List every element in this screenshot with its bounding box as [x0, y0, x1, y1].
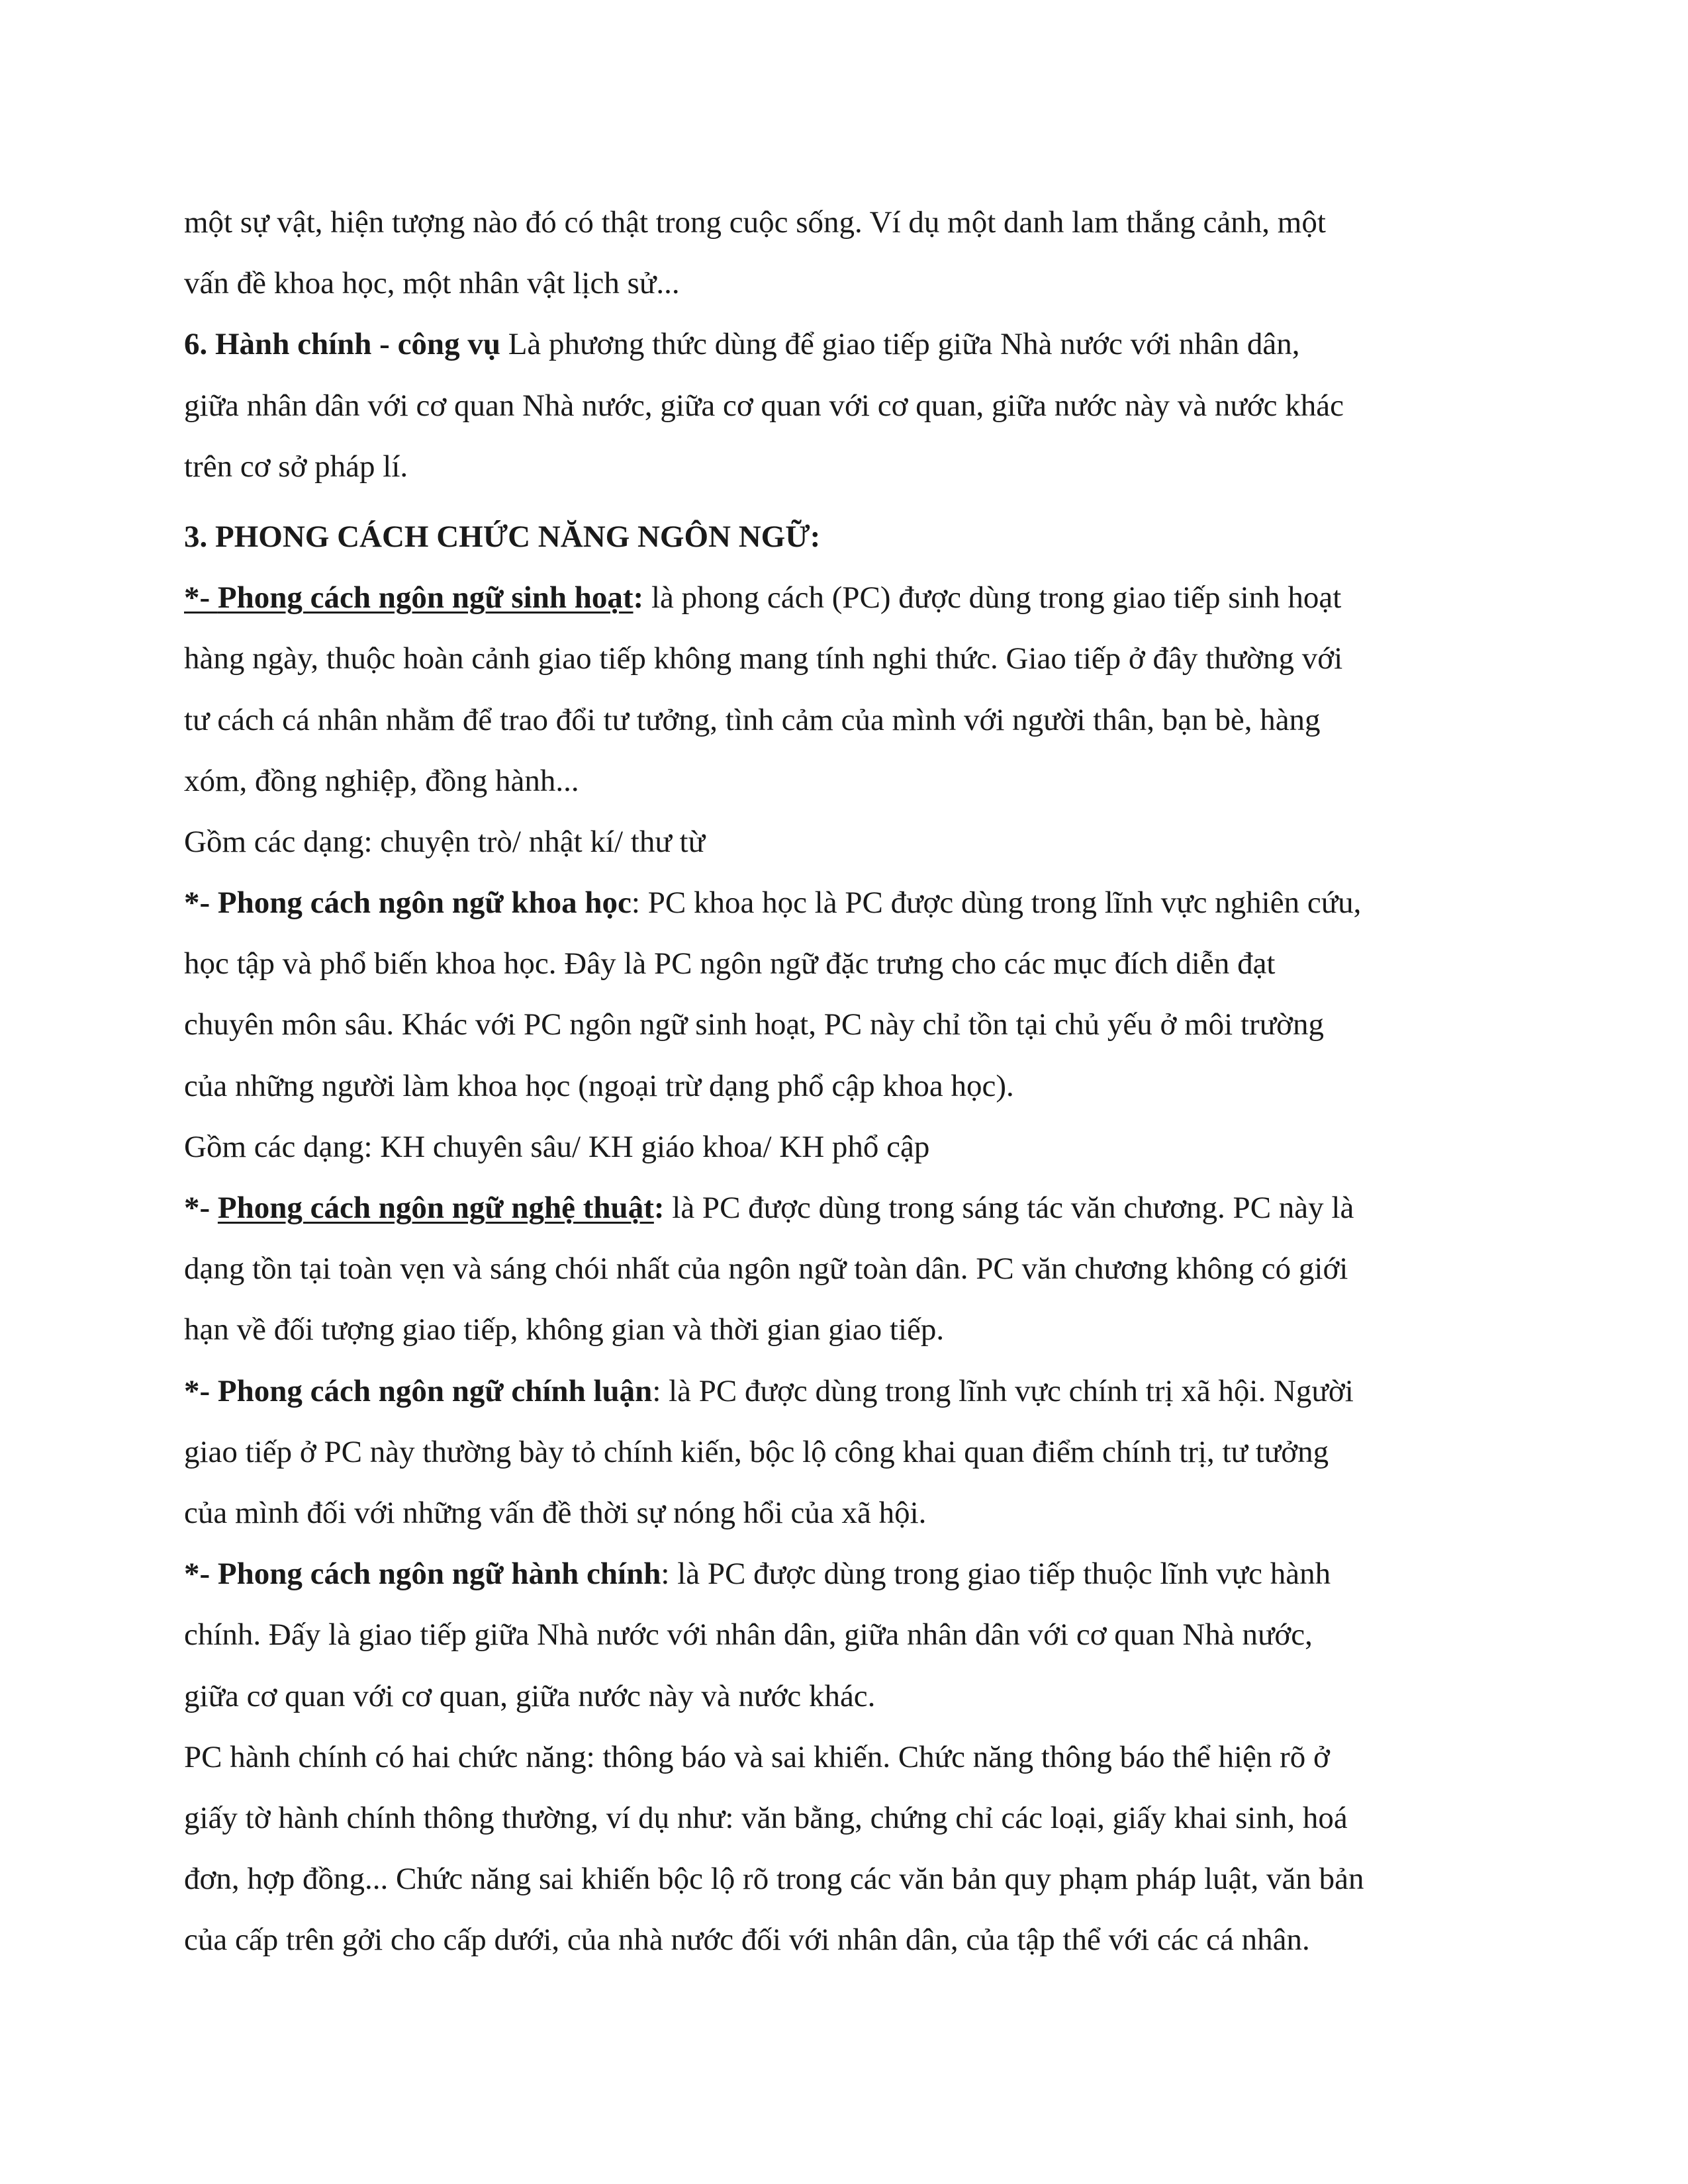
text-line: hạn về đối tượng giao tiếp, không gian và thời gian giao tiếp.: [184, 1312, 945, 1347]
text-line: vấn đề khoa học, một nhân vật lịch sử...: [184, 266, 680, 301]
text-line: đơn, hợp đồng... Chức năng sai khiến bộc lộ rõ trong các văn bản quy phạm pháp luật, văn bản: [184, 1862, 1364, 1897]
forms-line: Gồm các dạng: KH chuyên sâu/ KH giáo khoa/ KH phổ cập: [184, 1129, 930, 1164]
style-art-colon: :: [653, 1191, 665, 1225]
style-administrative-prefix: *-: [184, 1557, 218, 1592]
text-line: giữa cơ quan với cơ quan, giữa nước này và nước khác.: [184, 1678, 876, 1713]
section-administrative-line: [184, 314, 1561, 375]
document-body: [184, 192, 1561, 1970]
style-casual-title: Phong cách ngôn ngữ sinh hoạt: [217, 580, 633, 615]
text-line: giao tiếp ở PC này thường bày tỏ chính kiến, bộc lộ công khai quan điểm chính trị, tư tưởng: [184, 1434, 1329, 1469]
text-line: giữa nhân dân với cơ quan Nhà nước, giữa cơ quan với cơ quan, giữa nước này và nước khác: [184, 388, 1344, 423]
style-science-prefix: *-: [184, 886, 218, 921]
text-line: giấy tờ hành chính thông thường, ví dụ như: văn bằng, chứng chỉ các loại, giấy khai sinh, hoá: [184, 1800, 1348, 1835]
text-line: của những người làm khoa học (ngoại trừ dạng phổ cập khoa học).: [184, 1068, 1014, 1103]
style-casual-colon: :: [633, 580, 644, 615]
text-line: của cấp trên gởi cho cấp dưới, của nhà nước đối với nhân dân, của tập thể với các cá nhân.: [184, 1923, 1310, 1958]
style-political-prefix: *-: [184, 1373, 218, 1408]
style-casual-text: là phong cách (PC) được dùng trong giao tiếp sinh hoạt: [643, 580, 1342, 615]
style-casual-prefix: *-: [184, 580, 218, 615]
text-line: tư cách cá nhân nhằm để trao đổi tư tưởng, tình cảm của mình với người thân, bạn bè, hàng: [184, 702, 1321, 737]
section-heading: 3. PHONG CÁCH CHỨC NĂNG NGÔN NGỮ:: [184, 519, 821, 554]
text-line: trên cơ sở pháp lí.: [184, 449, 408, 484]
style-administrative-text: : là PC được dùng trong giao tiếp thuộc lĩnh vực hành: [661, 1557, 1331, 1592]
style-art-prefix: *-: [184, 1191, 218, 1225]
style-political-title: Phong cách ngôn ngữ chính luận: [217, 1373, 653, 1408]
text-line: xóm, đồng nghiệp, đồng hành...: [184, 763, 579, 798]
text-line: PC hành chính có hai chức năng: thông báo và sai khiến. Chức năng thông báo thể hiện rõ ở: [184, 1739, 1330, 1774]
style-science-text: : PC khoa học là PC được dùng trong lĩnh vực nghiên cứu,: [631, 886, 1362, 921]
style-casual-line: [184, 567, 1561, 628]
style-political-text: : là PC được dùng trong lĩnh vực chính trị xã hội. Người: [652, 1373, 1354, 1408]
style-art-title: Phong cách ngôn ngữ nghệ thuật: [217, 1191, 654, 1225]
text-line: của mình đối với những vấn đề thời sự nóng hổi của xã hội.: [184, 1495, 927, 1530]
text-line: dạng tồn tại toàn vẹn và sáng chói nhất của ngôn ngữ toàn dân. PC văn chương không có giới: [184, 1251, 1348, 1287]
style-art-text: là PC được dùng trong sáng tác văn chương. PC này là: [664, 1191, 1354, 1225]
text-line: học tập và phổ biến khoa học. Đây là PC ngôn ngữ đặc trưng cho các mục đích diễn đạt: [184, 946, 1276, 981]
style-administrative-title: Phong cách ngôn ngữ hành chính: [217, 1557, 661, 1592]
style-science-title: Phong cách ngôn ngữ khoa học: [217, 886, 632, 921]
style-administrative-line: [184, 1543, 1561, 1604]
text-line: hàng ngày, thuộc hoàn cảnh giao tiếp không mang tính nghi thức. Giao tiếp ở đây thường với: [184, 641, 1343, 676]
forms-line: Gồm các dạng: chuyện trò/ nhật kí/ thư từ: [184, 824, 706, 859]
style-art-line: [184, 1177, 1561, 1238]
text-line: chuyên môn sâu. Khác với PC ngôn ngữ sinh hoạt, PC này chỉ tồn tại chủ yếu ở môi trường: [184, 1007, 1325, 1042]
style-science-line: [184, 872, 1561, 933]
section-administrative-text: Là phương thức dùng để giao tiếp giữa Nhà nước với nhân dân,: [500, 327, 1300, 362]
text-line: một sự vật, hiện tượng nào đó có thật trong cuộc sống. Ví dụ một danh lam thắng cảnh, một: [184, 205, 1326, 240]
section-administrative-title: 6. Hành chính - công vụ: [184, 327, 500, 362]
text-line: chính. Đấy là giao tiếp giữa Nhà nước với nhân dân, giữa nhân dân với cơ quan Nhà nước,: [184, 1617, 1313, 1653]
style-political-line: [184, 1361, 1561, 1422]
